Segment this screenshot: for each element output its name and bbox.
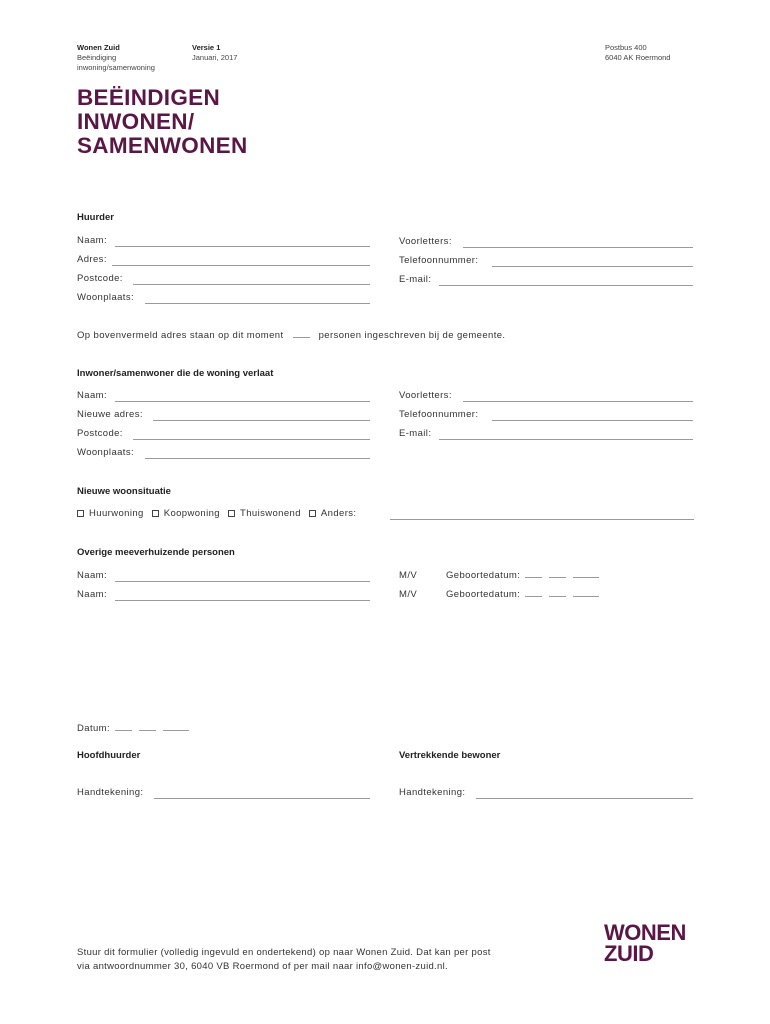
title-line1: BEËINDIGEN (77, 85, 221, 110)
header-address-block (605, 43, 670, 63)
field-line (492, 266, 693, 267)
field-line (153, 420, 370, 421)
others-mv-1[interactable]: M/V (399, 570, 418, 581)
address-line1: Postbus 400 (605, 43, 647, 52)
option-koopwoning[interactable] (152, 508, 220, 519)
heading-leaving-resident: Vertrekkende bewoner (399, 750, 501, 761)
date-month-line[interactable] (549, 576, 566, 578)
checkbox-icon[interactable] (309, 510, 316, 517)
checkbox-icon[interactable] (152, 510, 159, 517)
anders-input-line[interactable] (390, 519, 694, 520)
huurder-voorletters-field[interactable] (399, 236, 693, 248)
title-line2: INWONEN/ (77, 109, 195, 134)
others-mv-2[interactable]: M/V (399, 589, 418, 600)
field-label: Handtekening: (399, 787, 466, 798)
date-year-line[interactable] (573, 576, 599, 578)
page-title (77, 86, 477, 158)
leaver-postcode-field[interactable] (77, 428, 370, 440)
field-line (115, 246, 370, 247)
date-day-line[interactable] (115, 729, 132, 731)
field-line (133, 284, 370, 285)
field-line (463, 247, 693, 248)
header-version-block (192, 43, 237, 63)
footer-instructions (77, 946, 491, 974)
field-label: E-mail: (399, 428, 432, 439)
field-line (492, 420, 693, 421)
field-line (115, 401, 370, 402)
field-line (145, 303, 370, 304)
option-huurwoning[interactable] (77, 508, 144, 519)
option-label: Koopwoning (163, 508, 220, 519)
huurder-naam-field[interactable] (77, 235, 370, 247)
doc-subject-line2: inwoning/samenwoning (77, 63, 155, 72)
field-line (439, 285, 693, 286)
date-day-line[interactable] (525, 595, 542, 597)
footer-line1: Stuur dit formulier (volledig ingevuld en ondertekend) op naar Wonen Zuid. Dat kan per post (77, 947, 491, 958)
field-label: Nieuwe adres: (77, 409, 143, 420)
field-label: Geboortedatum: (446, 570, 521, 581)
others-naam-field-1[interactable] (77, 570, 370, 582)
field-label: Adres: (77, 254, 107, 265)
field-label: Naam: (77, 589, 107, 600)
field-line (145, 458, 370, 459)
huurder-postcode-field[interactable] (77, 273, 370, 285)
others-naam-field-2[interactable] (77, 589, 370, 601)
others-birthdate-2[interactable] (446, 589, 601, 600)
section-heading-leaver: Inwoner/samenwoner die de woning verlaat (77, 368, 274, 379)
field-label: Naam: (77, 570, 107, 581)
field-label: E-mail: (399, 274, 432, 285)
field-line (133, 439, 370, 440)
field-label: Woonplaats: (77, 447, 135, 458)
leaver-adres-field[interactable] (77, 409, 370, 421)
heading-main-tenant: Hoofdhuurder (77, 750, 141, 761)
signature-field-main-tenant[interactable] (77, 787, 370, 799)
huurder-email-field[interactable] (399, 274, 693, 286)
checkbox-icon[interactable] (228, 510, 235, 517)
section-heading-others: Overige meeverhuizende personen (77, 547, 235, 558)
field-line (439, 439, 693, 440)
doc-subject-line1: Beëindiging (77, 53, 117, 62)
leaver-voorletters-field[interactable] (399, 390, 693, 402)
field-label: Handtekening: (77, 787, 144, 798)
leaver-telefoon-field[interactable] (399, 409, 693, 421)
version-date: Januari, 2017 (192, 53, 238, 62)
field-line (476, 798, 693, 799)
date-year-line[interactable] (163, 729, 189, 731)
sentence-after: personen ingeschreven bij de gemeente. (318, 330, 506, 341)
option-label: Huurwoning (89, 508, 144, 519)
leaver-woonplaats-field[interactable] (77, 447, 370, 459)
footer-line2: via antwoordnummer 30, 6040 VB Roermond of per mail naar info@wonen-zuid.nl. (77, 961, 448, 972)
option-anders[interactable] (309, 508, 357, 519)
leaver-naam-field[interactable] (77, 390, 370, 402)
logo-line2: ZUID (604, 941, 654, 966)
org-name: Wonen Zuid (77, 43, 120, 52)
title-line3: SAMENWONEN (77, 133, 248, 158)
option-label: Thuiswonend (240, 508, 301, 519)
wonen-zuid-logo (604, 922, 704, 964)
option-label: Anders: (320, 508, 357, 519)
field-line (115, 600, 370, 601)
huurder-telefoon-field[interactable] (399, 255, 693, 267)
date-month-line[interactable] (549, 595, 566, 597)
date-year-line[interactable] (573, 595, 599, 597)
huurder-adres-field[interactable] (77, 254, 370, 266)
field-line (154, 798, 370, 799)
section-heading-new-situation: Nieuwe woonsituatie (77, 486, 171, 497)
checkbox-icon[interactable] (77, 510, 84, 517)
header-org-block (77, 43, 155, 73)
field-label: Naam: (77, 390, 107, 401)
date-day-line[interactable] (525, 576, 542, 578)
field-line (115, 581, 370, 582)
field-label: Postcode: (77, 428, 123, 439)
logo-line1: WONEN (604, 920, 686, 945)
field-label: Telefoonnummer: (399, 409, 479, 420)
address-line2: 6040 AK Roermond (605, 53, 671, 62)
new-situation-options (77, 508, 694, 520)
field-label: Woonplaats: (77, 292, 135, 303)
persons-count-input[interactable] (293, 336, 310, 338)
leaver-email-field[interactable] (399, 428, 693, 440)
field-label: Voorletters: (399, 390, 452, 401)
field-line (463, 401, 693, 402)
date-month-line[interactable] (139, 729, 156, 731)
signature-field-leaving-resident[interactable] (399, 787, 693, 799)
field-label: Telefoonnummer: (399, 255, 479, 266)
section-heading-huurder: Huurder (77, 212, 114, 223)
option-thuiswonend[interactable] (228, 508, 301, 519)
field-line (112, 265, 370, 266)
huurder-woonplaats-field[interactable] (77, 292, 370, 304)
others-birthdate-1[interactable] (446, 570, 601, 581)
version-label: Versie 1 (192, 43, 221, 52)
sentence-before: Op bovenvermeld adres staan op dit moment (77, 330, 284, 341)
datum-field[interactable] (77, 723, 191, 734)
field-label: Geboortedatum: (446, 589, 521, 600)
field-label: Naam: (77, 235, 107, 246)
field-label: Datum: (77, 723, 111, 734)
field-label: Postcode: (77, 273, 123, 284)
field-label: Voorletters: (399, 236, 452, 247)
persons-count-sentence (77, 330, 505, 341)
